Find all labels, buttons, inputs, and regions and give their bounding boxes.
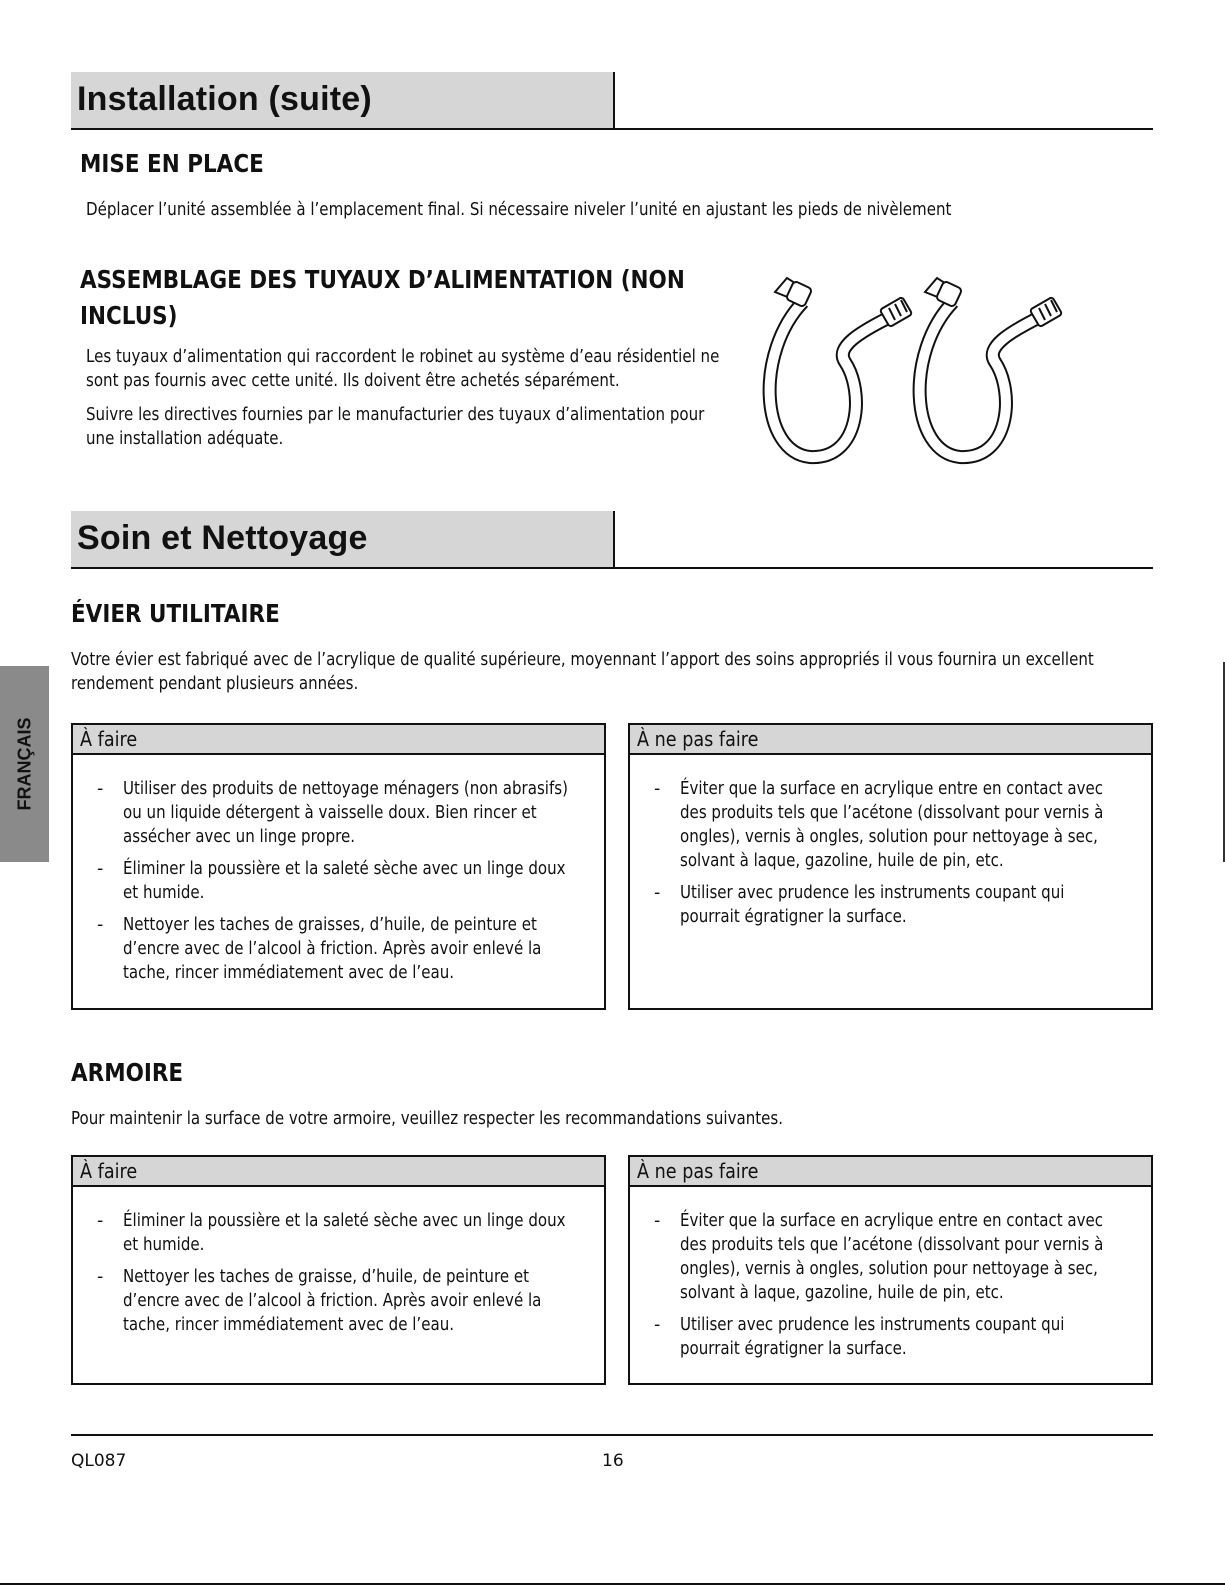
evier-dont-title: À ne pas faire — [630, 725, 1151, 755]
list-item-line: tache, rincer immédiatement avec de l’eau. — [123, 963, 455, 983]
armoire-dont-box — [628, 1155, 1153, 1385]
list-item-line: d’encre avec de l’alcool à friction. Après avoir enlevé la — [123, 939, 542, 959]
list-item — [73, 777, 640, 849]
evier-intro-line1: Votre évier est fabriqué avec de l’acrylique de qualité supérieure, moyennant l’apport des soins appropriés il vous fournira un excellent — [71, 650, 1094, 670]
evier-do-list — [73, 777, 640, 993]
list-item — [73, 857, 640, 905]
assemblage-paragraph-1 — [86, 345, 719, 393]
section-title: Installation (suite) — [77, 80, 372, 118]
list-item-line: des produits tels que l’acétone (dissolvant pour vernis à — [680, 1235, 1104, 1255]
evier-dont-box — [628, 723, 1153, 1010]
evier-do-box — [71, 723, 606, 1010]
armoire-dont-title: À ne pas faire — [630, 1157, 1151, 1187]
list-item-line: solvant à laque, gazoline, huile de pin, etc. — [680, 851, 1004, 871]
list-item — [73, 1209, 638, 1257]
heading-assemblage-line1: ASSEMBLAGE DES TUYAUX D’ALIMENTATION (NON — [80, 265, 685, 294]
evier-intro — [71, 648, 1094, 696]
list-item — [630, 881, 1172, 929]
list-item-line: Éliminer la poussière et la saleté sèche avec un linge doux — [123, 859, 566, 879]
evier-dont-list — [630, 777, 1172, 937]
bullet-dash: - — [654, 1315, 661, 1335]
list-item-line: ongles), vernis à ongles, solution pour nettoyage à sec, — [680, 1259, 1098, 1279]
footer-rule — [71, 1434, 1153, 1436]
language-side-tab — [0, 666, 49, 862]
list-item-line: Utiliser des produits de nettoyage ménagers (non abrasifs) — [123, 779, 568, 799]
list-item-line: Nettoyer les taches de graisse, d’huile, de peinture et — [123, 1267, 530, 1287]
footer-page-number: 16 — [602, 1451, 624, 1471]
list-item-line: solvant à laque, gazoline, huile de pin, etc. — [680, 1283, 1004, 1303]
list-item — [630, 777, 1172, 873]
list-item-line: pourrait égratigner la surface. — [680, 907, 907, 927]
list-item-line: Utiliser avec prudence les instruments coupant qui — [680, 1315, 1065, 1335]
bullet-dash: - — [654, 1211, 661, 1231]
list-item-line: assécher avec un linge propre. — [123, 827, 356, 847]
assemblage-p1-line2: sont pas fournis avec cette unité. Ils doivent être achetés séparément. — [86, 371, 620, 391]
bullet-dash: - — [97, 779, 104, 799]
list-item-line: pourrait égratigner la surface. — [680, 1339, 907, 1359]
armoire-intro: Pour maintenir la surface de votre armoire, veuillez respecter les recommandations suivantes. — [71, 1109, 784, 1129]
list-item-line: ongles), vernis à ongles, solution pour nettoyage à sec, — [680, 827, 1098, 847]
list-item-line: ou un liquide détergent à vaisselle doux. Bien rincer et — [123, 803, 537, 823]
bullet-dash: - — [97, 1211, 104, 1231]
supply-hose-icon — [920, 278, 1063, 457]
section-header-installation — [71, 72, 1153, 130]
evier-intro-line2: rendement pendant plusieurs années. — [71, 674, 359, 694]
assemblage-p2-line1: Suivre les directives fournies par le manufacturier des tuyaux d’alimentation pour — [86, 405, 705, 425]
list-item-line: Éviter que la surface en acrylique entre en contact avec — [680, 1211, 1104, 1231]
heading-armoire: ARMOIRE — [71, 1058, 184, 1087]
list-item-line: et humide. — [123, 1235, 205, 1255]
list-item-line: et humide. — [123, 883, 205, 903]
armoire-do-box — [71, 1155, 606, 1385]
list-item — [73, 913, 640, 985]
assemblage-p1-line1: Les tuyaux d’alimentation qui raccordent le robinet au système d’eau résidentiel ne — [86, 347, 720, 367]
list-item-line: des produits tels que l’acétone (dissolvant pour vernis à — [680, 803, 1104, 823]
list-item — [630, 1313, 1172, 1361]
heading-assemblage-line2: INCLUS) — [80, 301, 178, 330]
supply-hoses-illustration — [755, 262, 1085, 472]
armoire-dont-list — [630, 1209, 1172, 1369]
bullet-dash: - — [97, 859, 104, 879]
heading-assemblage — [80, 262, 685, 334]
list-item-line: Nettoyer les taches de graisses, d’huile, de peinture et — [123, 915, 537, 935]
section-title: Soin et Nettoyage — [77, 519, 368, 557]
armoire-do-title: À faire — [73, 1157, 604, 1187]
heading-evier-utilitaire: ÉVIER UTILITAIRE — [71, 599, 280, 628]
list-item-line: d’encre avec de l’alcool à friction. Après avoir enlevé la — [123, 1291, 542, 1311]
armoire-do-list — [73, 1209, 638, 1345]
language-label: FRANÇAIS — [14, 717, 34, 811]
heading-mise-en-place: MISE EN PLACE — [80, 149, 264, 178]
assemblage-p2-line2: une installation adéquate. — [86, 429, 284, 449]
assemblage-paragraph-2 — [86, 403, 704, 451]
list-item-line: tache, rincer immédiatement avec de l’eau. — [123, 1315, 455, 1335]
list-item-line: Éviter que la surface en acrylique entre en contact avec — [680, 779, 1104, 799]
bullet-dash: - — [654, 779, 661, 799]
supply-hose-icon — [770, 278, 913, 457]
list-item-line: Éliminer la poussière et la saleté sèche avec un linge doux — [123, 1211, 566, 1231]
bullet-dash: - — [654, 883, 661, 903]
list-item-line: Utiliser avec prudence les instruments coupant qui — [680, 883, 1065, 903]
evier-do-title: À faire — [73, 725, 604, 755]
list-item — [73, 1265, 638, 1337]
list-item — [630, 1209, 1172, 1305]
footer-model: QL087 — [71, 1451, 127, 1471]
mise-en-place-text: Déplacer l’unité assemblée à l’emplacement final. Si nécessaire niveler l’unité en ajustant les pieds de nivèlement — [86, 200, 952, 220]
bullet-dash: - — [97, 915, 104, 935]
section-header-soin — [71, 511, 1153, 569]
bullet-dash: - — [97, 1267, 104, 1287]
